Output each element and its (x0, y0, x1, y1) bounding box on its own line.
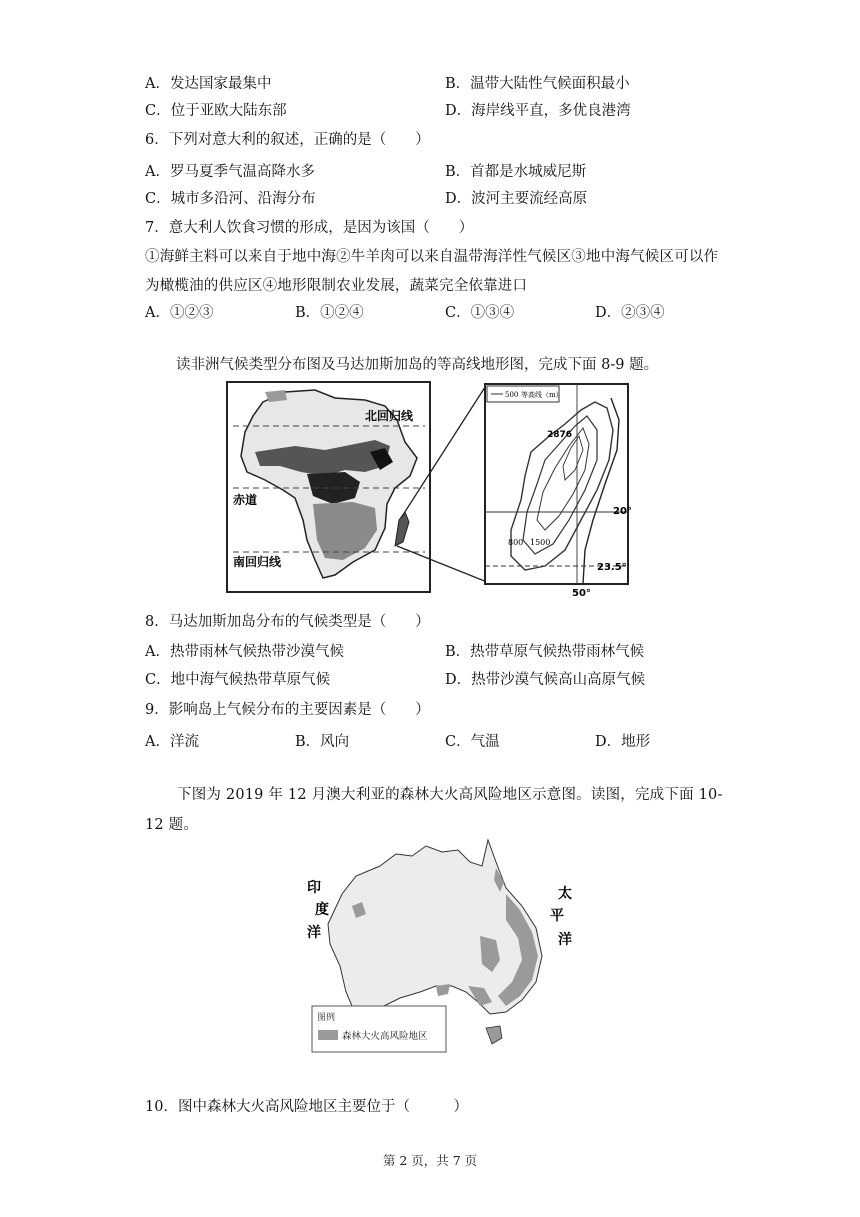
label-indian-3: 洋 (307, 925, 321, 941)
legend-item: 森林大火高风险地区 (342, 1031, 428, 1042)
q9-option-d: D．地形 (595, 734, 651, 750)
q8-option-a: A．热带雨林气候热带沙漠气候 (145, 644, 344, 660)
q5-option-d: D．海岸线平直，多优良港湾 (445, 103, 631, 119)
q6-option-b: B．首都是水城威尼斯 (445, 164, 587, 180)
label-peak: 2876 (547, 430, 573, 440)
q7-statements: ①海鲜主料可以来自于地中海②牛羊肉可以来自温带海洋性气候区③地中海气候区可以作为橄榄油的供应区④地形限制农业发展，蔬菜完全依靠进口 (145, 249, 719, 294)
label-800: 800 (508, 538, 524, 547)
q6-stem: 6．下列对意大利的叙述，正确的是（ ） (145, 132, 430, 148)
legend-title: 图例 (317, 1013, 336, 1023)
label-lat-20: 20° (613, 506, 632, 517)
label-indian-1: 印 (307, 880, 321, 896)
q8-stem: 8．马达加斯加岛分布的气候类型是（ ） (145, 614, 430, 630)
madagascar-map-frame (485, 384, 628, 584)
q9-stem: 9．影响岛上气候分布的主要因素是（ ） (145, 702, 430, 718)
label-tropic-cancer: 北回归线 (365, 409, 414, 423)
q9-option-a: A．洋流 (145, 734, 199, 750)
q10-stem: 10．图中森林大火高风险地区主要位于（ ） (145, 1099, 468, 1115)
intro-10-12: 下图为 2019 年 12 月澳大利亚的森林大火高风险地区示意图。读图，完成下面 10-12 题。 (145, 787, 723, 833)
q7-option-a: A．①②③ (145, 305, 214, 321)
australia-figure (300, 836, 580, 1058)
q8-option-b: B．热带草原气候热带雨林气候 (445, 644, 645, 660)
q5-option-b: B．温带大陆性气候面积最小 (445, 76, 630, 92)
page-footer: 第 2 页，共 7 页 (382, 1153, 478, 1168)
label-lon-50: 50° (572, 588, 591, 598)
q7-option-c: C．①③④ (445, 305, 515, 321)
legend-text: 等高线（m） (521, 391, 563, 399)
mediterranean-zone-west (265, 390, 287, 402)
q8-option-c: C．地中海气候热带草原气候 (145, 672, 331, 688)
label-pacific-3: 洋 (558, 932, 572, 948)
label-pacific-1: 太 (558, 886, 572, 902)
q7-option-b: B．①②④ (295, 305, 364, 321)
label-equator: 赤道 (233, 493, 258, 507)
intro-8-9: 读非洲气候类型分布图及马达加斯加岛的等高线地形图，完成下面 8-9 题。 (176, 357, 659, 373)
label-pacific-2: 平 (550, 908, 564, 924)
label-indian-2: 度 (315, 902, 329, 918)
q6-option-d: D．波河主要流经高原 (445, 191, 588, 207)
q6-option-c: C．城市多沿河、沿海分布 (145, 191, 316, 207)
tasmania (486, 1026, 502, 1044)
label-tropic-capricorn: 南回归线 (233, 555, 282, 569)
legend-swatch (318, 1030, 338, 1040)
label-lat-235: 23.5° (597, 562, 627, 573)
q9-option-b: B．风向 (295, 734, 350, 750)
africa-madagascar-figure (225, 380, 635, 598)
q7-stem: 7．意大利人饮食习惯的形成，是因为该国（ ） (145, 220, 474, 236)
q8-option-d: D．热带沙漠气候高山高原气候 (445, 672, 646, 688)
q5-option-a: A．发达国家最集中 (145, 76, 272, 92)
q5-option-c: C．位于亚欧大陆东部 (145, 103, 287, 119)
q9-option-c: C．气温 (445, 734, 500, 750)
q6-option-a: A．罗马夏季气温高降水多 (145, 164, 315, 180)
label-1500: 1500 (530, 538, 551, 547)
legend-num: 500 (505, 391, 519, 399)
risk-zone-south (436, 984, 450, 996)
q7-option-d: D．②③④ (595, 305, 665, 321)
